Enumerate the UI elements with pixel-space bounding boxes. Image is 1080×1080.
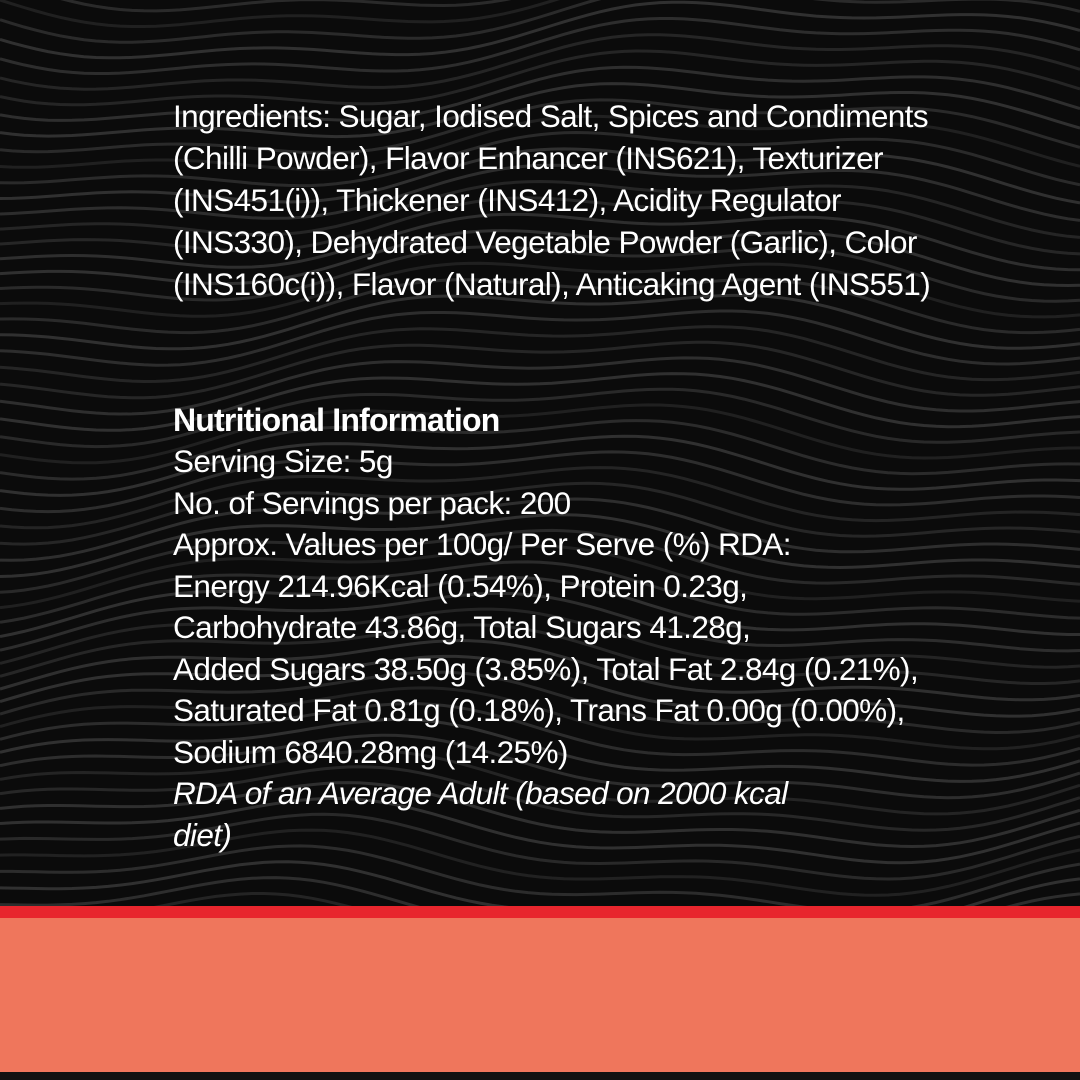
nutrition-heading: Nutritional Information bbox=[173, 402, 500, 438]
nutrient-line-added-sugars: Added Sugars 38.50g (3.85%), Total Fat 2.84g (0.21%), bbox=[173, 650, 919, 687]
label-text-block bbox=[173, 95, 933, 856]
rda-note: RDA of an Average Adult (based on 2000 kcal diet) bbox=[173, 775, 788, 853]
serving-size: Serving Size: 5g bbox=[173, 443, 393, 479]
wave-line bbox=[0, 0, 1080, 27]
wave-line bbox=[0, 0, 1080, 42]
nutrient-line-energy: Energy 214.96Kcal (0.54%), Protein 0.23g, bbox=[173, 567, 748, 604]
nutrient-line-sodium: Sodium 6840.28mg (14.25%) bbox=[173, 733, 568, 770]
red-stripe bbox=[0, 906, 1080, 918]
wave-line bbox=[0, 894, 1080, 907]
nutrient-line-carbohydrate: Carbohydrate 43.86g, Total Sugars 41.28g, bbox=[173, 609, 751, 645]
wave-line bbox=[0, 862, 1080, 906]
values-header: Approx. Values per 100g/ Per Serve (%) RDA: bbox=[173, 526, 791, 562]
ingredients-text: Ingredients: Sugar, Iodised Salt, Spices and Condiments (Chilli Powder), Flavor Enhancer (INS621), Texturizer (INS451(i)), Thickener (INS412), Acidity Regulator (INS330), Dehydrated Vegetable Powder (Garlic), Color (INS160c(i)), Flavor (Natural), Anticaking Agent (INS551) bbox=[173, 98, 931, 302]
nutrient-line-saturated-fat: Saturated Fat 0.81g (0.18%), Trans Fat 0.00g (0.00%), bbox=[173, 692, 905, 728]
salmon-footer-band bbox=[0, 918, 1080, 1072]
bottom-edge bbox=[0, 1072, 1080, 1080]
servings-per-pack: No. of Servings per pack: 200 bbox=[173, 484, 571, 521]
